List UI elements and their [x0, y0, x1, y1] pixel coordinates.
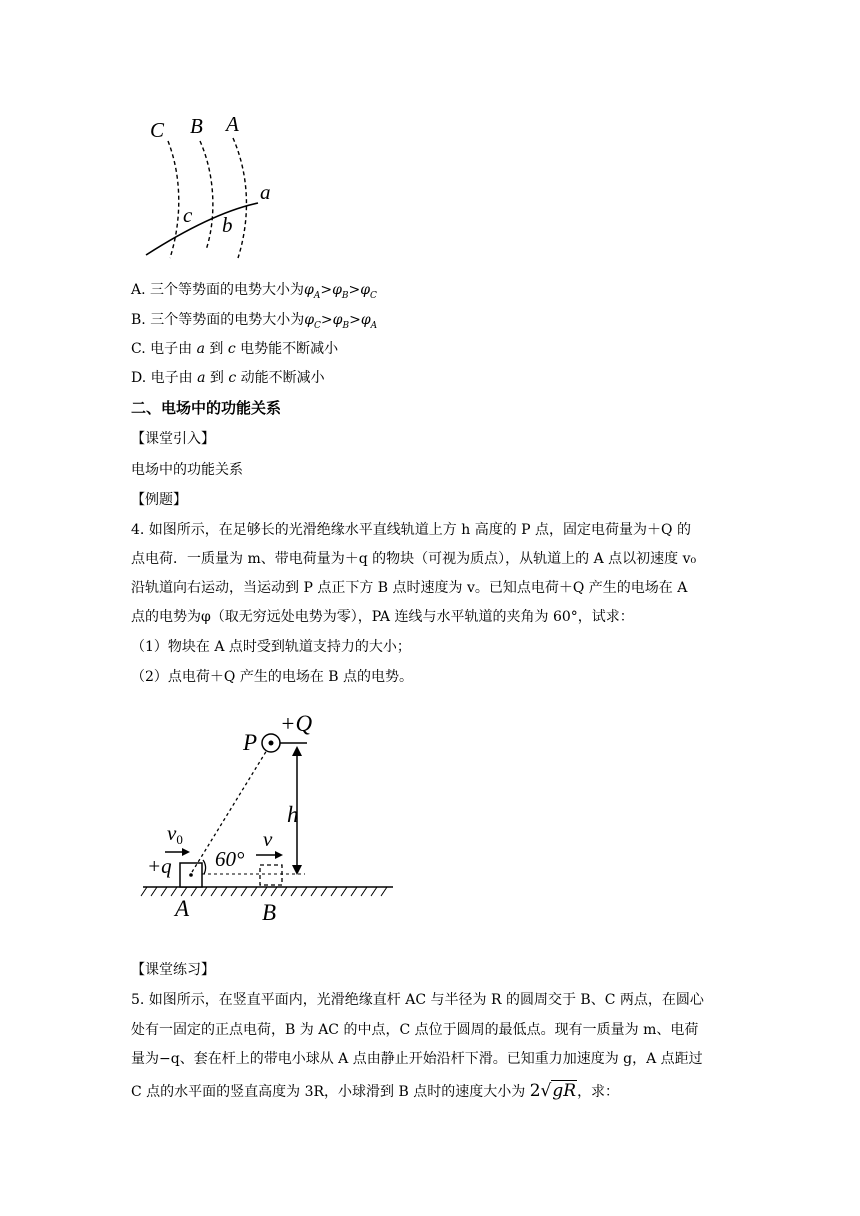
point-charge-dot — [269, 741, 274, 746]
v0-arrow-head — [182, 848, 190, 856]
angle-arc — [203, 860, 206, 874]
option-d: D. 电子由 a 到 c 动能不断减小 — [131, 370, 325, 386]
ground-hatching — [141, 887, 387, 896]
point-charge-figure — [135, 700, 405, 930]
label-plus-Q: +Q — [280, 711, 313, 736]
block-center-dot — [189, 873, 193, 877]
label-v0: v0 — [167, 821, 183, 847]
equipotential-figure — [130, 105, 290, 270]
label-v: v — [263, 827, 273, 851]
option-b: B. 三个等势面的电势大小为$\varphi_C>\varphi_B>\varphi_A$ — [131, 312, 378, 331]
label-C: C — [150, 118, 165, 142]
q4-line-4: 点的电势为φ（取无穷远处电势为零），PA 连线与水平轨道的夹角为 60°，试求： — [131, 609, 634, 625]
q5-line-1: 5. 如图所示，在竖直平面内，光滑绝缘直杆 AC 与半径为 R 的圆周交于 B、C 两点，在圆心 — [131, 992, 704, 1008]
label-h: h — [287, 802, 299, 827]
option-a: A. 三个等势面的电势大小为$\varphi_A>\varphi_B>\varphi_C$ — [131, 282, 377, 301]
intro-tag: 【课堂引入】 — [131, 431, 215, 447]
label-b: b — [222, 213, 233, 237]
label-angle: 60° — [215, 847, 245, 871]
q4-subquestion-1: （1）物块在 A 点时受到轨道支持力的大小； — [131, 639, 411, 655]
example-tag: 【例题】 — [131, 492, 187, 508]
option-c: C. 电子由 a 到 c 电势能不断减小 — [131, 341, 339, 357]
label-A: A — [175, 896, 190, 921]
equipotential-line-a — [233, 138, 246, 258]
label-B: B — [190, 114, 203, 138]
v-arrow-head — [275, 851, 283, 859]
label-A: A — [226, 112, 239, 136]
label-plus-q: +q — [147, 854, 172, 878]
label-P: P — [243, 730, 258, 755]
q5-line-3: 量为−q、套在杆上的带电小球从 A 点由静止开始沿杆下滑。已知重力加速度为 g，A 点距过 — [131, 1051, 703, 1067]
label-a: a — [260, 180, 271, 204]
electron-trajectory — [146, 203, 258, 255]
q5-line-4: C 点的水平面的竖直高度为 3R，小球滑到 B 点时的速度大小为 2√gR，求： — [131, 1081, 620, 1101]
equipotential-line-b — [200, 141, 213, 250]
q5-line-2: 处有一固定的正点电荷，B 为 AC 的中点，C 点位于圆周的最低点。现有一质量为 m、电荷 — [131, 1022, 699, 1038]
practice-tag: 【课堂练习】 — [131, 962, 215, 978]
q4-subquestion-2: （2）点电荷＋Q 产生的电场在 B 点的电势。 — [131, 669, 414, 685]
q4-line-2: 点电荷．一质量为 m、带电荷量为＋q 的物块（可视为质点），从轨道上的 A 点以初速度 v₀ — [131, 551, 697, 567]
label-B: B — [262, 900, 277, 925]
sqrt-formula: 2√gR — [529, 1081, 577, 1101]
q4-line-3: 沿轨道向右运动，当运动到 P 点正下方 B 点时速度为 v。已知点电荷＋Q 产生的电场在 A — [131, 580, 688, 596]
label-c: c — [183, 203, 193, 227]
block-at-b — [260, 865, 282, 885]
q4-line-1: 4. 如图所示，在足够长的光滑绝缘水平直线轨道上方 h 高度的 P 点，固定电荷量为＋Q 的 — [131, 522, 691, 538]
section-heading: 二、电场中的功能关系 — [131, 399, 282, 417]
intro-text: 电场中的功能关系 — [131, 462, 243, 478]
height-arrow-top — [292, 746, 302, 756]
